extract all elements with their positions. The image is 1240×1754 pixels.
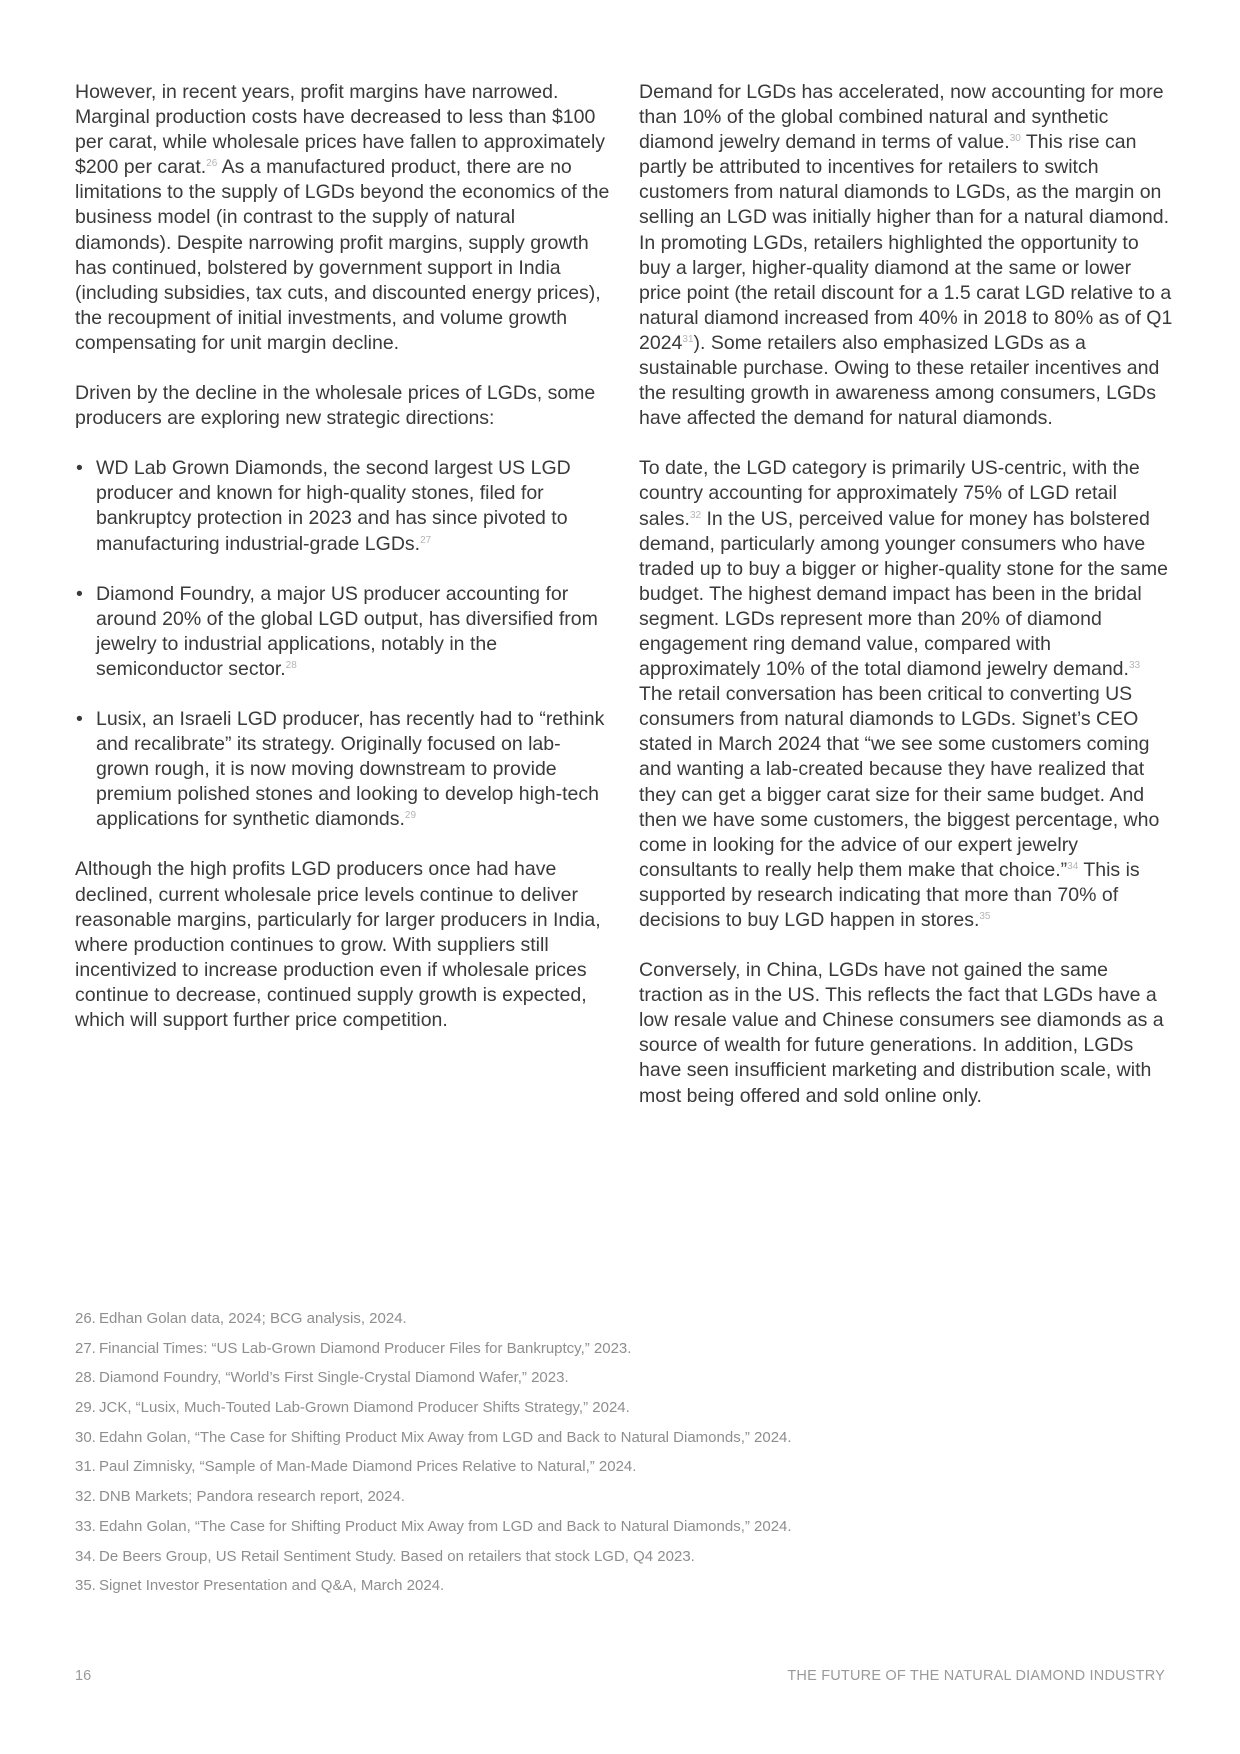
bullet-list (75, 456, 610, 832)
footnote-number: 27. (75, 1339, 96, 1357)
footnote-number: 32. (75, 1488, 96, 1506)
page-number: 16 (75, 1668, 92, 1684)
footnote-number: 34. (75, 1547, 96, 1565)
footnote-text: Paul Zimnisky, “Sample of Man-Made Diamond Prices Relative to Natural,” 2024. (99, 1458, 637, 1476)
footnote-number: 31. (75, 1458, 96, 1476)
footnote-ref[interactable]: 29 (404, 810, 417, 822)
paragraph: However, in recent years, profit margins have narrowed. Marginal production costs have decreased to less than $100 per carat, while wholesale prices have fallen to approximately $200 per carat.$^{26}$ As a manufactured product, there are no limitations to the supply of LGDs beyond the economics of the business model (in contrast to the supply of natural diamonds). Despite narrowing profit margins, supply growth has continued, bolstered by government support in India (including subsidies, tax cuts, and discounted energy prices), the recoupment of initial investments, and volume growth compensating for unit margin decline. (75, 81, 610, 354)
footnotes (75, 1310, 1175, 1607)
footnote (75, 1548, 1175, 1578)
footnote-text: Edahn Golan, “The Case for Shifting Product Mix Away from LGD and Back to Natural Diamonds,” 2024. (99, 1517, 792, 1535)
paragraph: Driven by the decline in the wholesale prices of LGDs, some producers are exploring new strategic directions: (75, 382, 596, 430)
footnote-text: De Beers Group, US Retail Sentiment Study. Based on retailers that stock LGD, Q4 2023. (99, 1547, 695, 1565)
footnote-text: Diamond Foundry, “World’s First Single-Crystal Diamond Wafer,” 2023. (99, 1369, 569, 1387)
footnote-ref[interactable]: 26 (206, 158, 218, 170)
footnote (75, 1458, 1175, 1488)
running-title: THE FUTURE OF THE NATURAL DIAMOND INDUSTRY (787, 1668, 1165, 1684)
footnote-text: Signet Investor Presentation and Q&A, March 2024. (99, 1577, 445, 1595)
footnote-text: Edhan Golan data, 2024; BCG analysis, 2024. (99, 1310, 407, 1327)
footnote (75, 1429, 1175, 1459)
footnote-ref[interactable]: 32 (689, 509, 702, 521)
footnote-ref[interactable]: 35 (979, 911, 991, 922)
footnote-number: 28. (75, 1369, 96, 1387)
footnote (75, 1369, 1175, 1399)
paragraph: Although the high profits LGD producers once had have declined, current wholesale price levels continue to deliver reasonable margins, particularly for larger producers in India, where production continues to grow. With suppliers still incentivized to increase production even if wholesale prices continue to decrease, continued supply growth is expected, which will support further price competition. (75, 858, 601, 1031)
footnote (75, 1577, 1175, 1607)
footnote-number: 33. (75, 1517, 96, 1535)
footnote (75, 1310, 1175, 1340)
footnote-number: 35. (75, 1577, 96, 1595)
footnote (75, 1340, 1175, 1370)
footnote-ref[interactable]: 28 (285, 659, 297, 671)
footnote-ref[interactable]: 33 (1128, 660, 1141, 672)
footnote-text: Edahn Golan, “The Case for Shifting Product Mix Away from LGD and Back to Natural Diamonds,” 2024. (99, 1428, 792, 1446)
footnote-text: JCK, “Lusix, Much-Touted Lab-Grown Diamond Producer Shifts Strategy,” 2024. (99, 1399, 630, 1417)
list-item: • Diamond Foundry, a major US producer accounting for around 20% of the global LGD output, has diversified from jewelry to industrial applications, notably in the semiconductor sector.$^{28}$ (75, 582, 610, 682)
footnote (75, 1488, 1175, 1518)
left-column (75, 80, 610, 1058)
paragraph: To date, the LGD category is primarily US-centric, with the country accounting for approximately 75% of LGD retail sales.$^{32}$ In the US, perceived value for money has bolstered demand, particularly among younger consumers who have traded up to buy a bigger or higher-quality stone for the same budget. The highest demand impact has been in the bridal segment. LGDs represent more than 20% of diamond engagement ring demand value, compared with approximately 10% of the total diamond jewelry demand.$^{33}$ The retail conversation has been critical to converting US consumers from natural diamonds to LGDs. Signet’s CEO stated in March 2024 that “we see some customers coming and wanting a lab-created because they have realized that they can get a bigger carat size for their same budget. And then we have some customers, the biggest percentage, who come in looking for the advice of our expert jewelry consultants to really help them make that choice.”$^{34}$ This is supported by research indicating that more than 70% of decisions to buy LGD happen in stores.$^{35}$ (639, 457, 1168, 931)
footnote-text: DNB Markets; Pandora research report, 2024. (99, 1488, 405, 1506)
footnote-ref[interactable]: 30 (1009, 133, 1021, 145)
paragraph: Conversely, in China, LGDs have not gained the same traction as in the US. This reflects the fact that LGDs have a low resale value and Chinese consumers see diamonds as a source of wealth for future generations. In addition, LGDs have seen insufficient marketing and distribution scale, with most being offered and sold online only. (639, 959, 1164, 1107)
footnote-number: 30. (75, 1428, 96, 1446)
footnote (75, 1518, 1175, 1548)
list-item: • Lusix, an Israeli LGD producer, has recently had to “rethink and recalibrate” its strategy. Originally focused on lab-grown rough, it is now moving downstream to provide premium polished stones and looking to develop high-tech applications for synthetic diamonds.$^{29}$ (75, 707, 610, 832)
list-item: • WD Lab Grown Diamonds, the second largest US LGD producer and known for high-quality stones, filed for bankruptcy protection in 2023 and has since pivoted to manufacturing industrial-grade LGDs.$^{27}$ (75, 456, 610, 556)
right-column (639, 80, 1174, 1134)
footnote (75, 1399, 1175, 1429)
footnote-ref[interactable]: 31 (682, 333, 694, 345)
footnote-text: Financial Times: “US Lab-Grown Diamond Producer Files for Bankruptcy,” 2023. (99, 1339, 632, 1357)
footnote-number: 26. (75, 1310, 96, 1327)
footnote-number: 29. (75, 1399, 96, 1417)
paragraph: Demand for LGDs has accelerated, now accounting for more than 10% of the global combined natural and synthetic diamond jewelry demand in terms of value.$^{30}$ This rise can partly be attributed to incentives for retailers to switch customers from natural diamonds to LGDs, as the margin on selling an LGD was initially higher than for a natural diamond. In promoting LGDs, retailers highlighted the opportunity to buy a larger, higher-quality diamond at the same or lower price point (the retail discount for a 1.5 carat LGD relative to a natural diamond increased from 40% in 2018 to 80% as of Q1 2024$^{31}$). Some retailers also emphasized LGDs as a sustainable purchase. Owing to these retailer incentives and the resulting growth in awareness among consumers, LGDs have affected the demand for natural diamonds. (639, 81, 1173, 430)
footnote-ref[interactable]: 34 (1067, 860, 1079, 872)
footnote-ref[interactable]: 27 (420, 534, 432, 546)
